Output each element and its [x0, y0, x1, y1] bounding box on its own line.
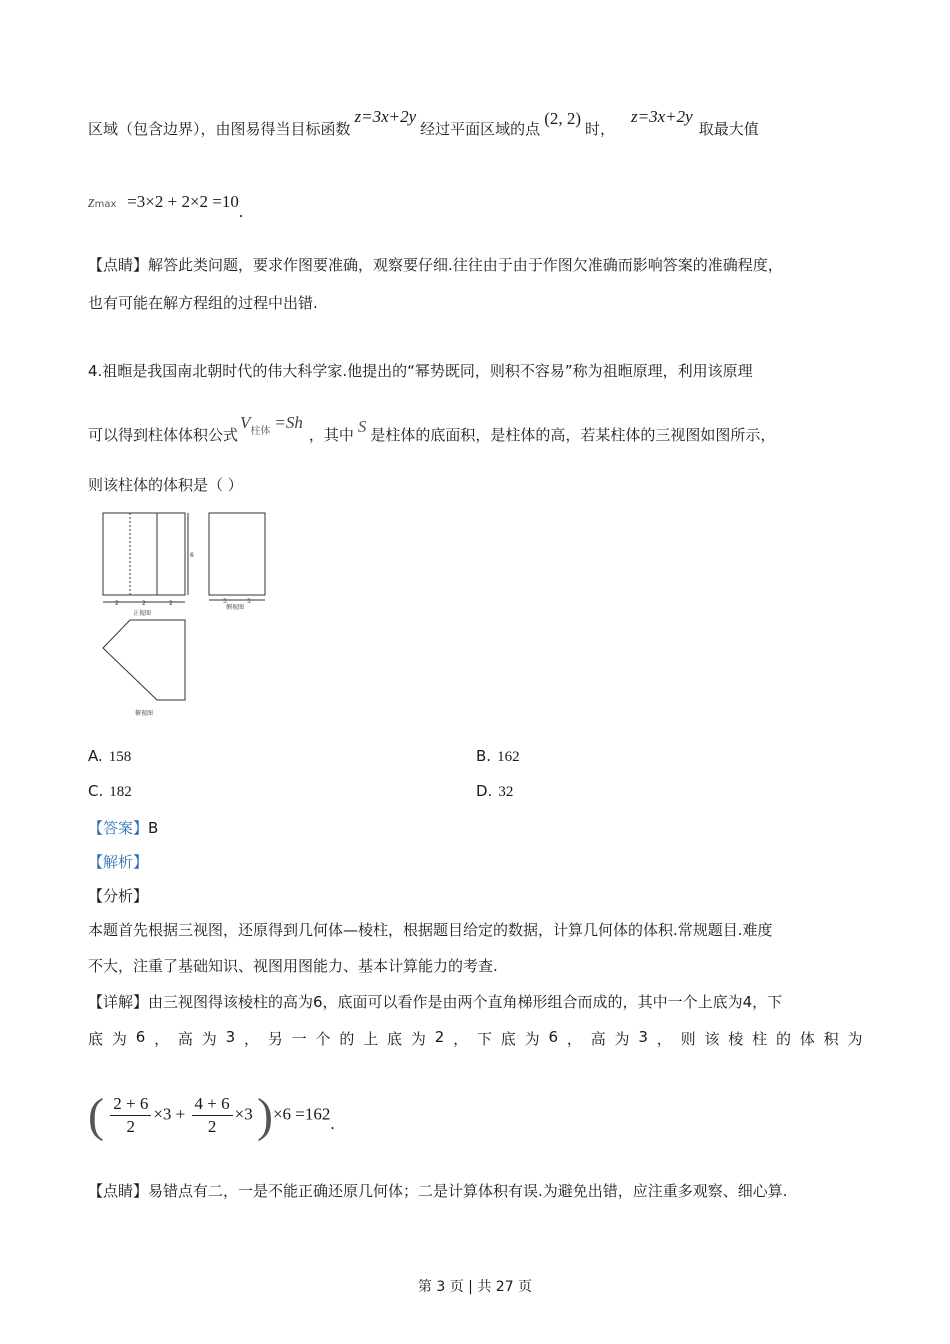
top-view-label: 俯视图	[135, 710, 154, 717]
detail-char: ，	[566, 1030, 582, 1048]
detail-char: 为	[614, 1030, 630, 1048]
note-tag: 【点睛】	[88, 256, 149, 274]
detail-char: 下	[476, 1030, 492, 1048]
max-subscript: max	[94, 199, 117, 210]
detail-char: 为	[524, 1030, 540, 1048]
text-segment: 可以得到柱体体积公式	[88, 426, 239, 444]
detail-char: 柱	[752, 1030, 768, 1048]
detail-char: 该	[704, 1030, 720, 1048]
fraction-denominator: 2	[207, 1117, 217, 1136]
fraction-numerator: 4 + 6	[192, 1094, 233, 1116]
objective-function: z=3x+2y	[354, 107, 417, 126]
note-1-line-2: 也有可能在解方程组的过程中出错.	[88, 294, 318, 312]
question-4-line-1: 4.祖暅是我国南北朝时代的伟大科学家.他提出的“幂势既同，则积不容易”称为祖暅原理，利用该原理	[88, 362, 753, 380]
formula-term: ×3 +	[153, 1104, 186, 1124]
detail-text: 由三视图得该棱柱的高为6，底面可以看作是由两个直角梯形组合而成的，其中一个上底为4，下	[148, 993, 783, 1011]
fenxi-line-1: 本题首先根据三视图，还原得到几何体—棱柱，根据题目给定的数据，计算几何体的体积.常规题目.难度	[88, 921, 773, 939]
detail-char: ，	[656, 1030, 672, 1048]
detail-char: 6	[548, 1028, 559, 1046]
question-4-line-2	[88, 413, 776, 445]
detail-char: 底	[387, 1030, 403, 1048]
zmax-expression: =3×2 + 2×2 =10	[127, 192, 239, 211]
option-c[interactable]	[88, 782, 132, 801]
front-view-outline	[103, 513, 185, 595]
detail-char: 6	[135, 1028, 146, 1046]
detail-line-1	[88, 991, 782, 1012]
side-view-label: 侧视图	[226, 604, 245, 611]
option-value: 182	[109, 784, 132, 800]
front-dim-2: 2	[142, 600, 146, 607]
left-paren: (	[88, 1089, 104, 1142]
front-dim-3: 2	[169, 600, 173, 607]
volume-calculation	[88, 1088, 335, 1143]
front-view-label: 正视图	[133, 610, 152, 617]
detail-char: ，	[154, 1030, 170, 1048]
detail-line-2	[88, 1028, 863, 1049]
detail-char: 的	[339, 1030, 355, 1048]
detail-char: 3	[638, 1028, 648, 1046]
formula-result: ×6 =162	[272, 1104, 331, 1124]
note-2-line	[88, 1180, 788, 1201]
detail-char: 积	[823, 1030, 839, 1048]
option-a[interactable]	[88, 747, 131, 766]
formula-term: ×3	[234, 1104, 253, 1124]
answer-value: B	[148, 819, 159, 837]
option-letter: B.	[476, 747, 492, 765]
text-segment: 区域（包含边界），由图易得当目标函数	[88, 120, 351, 138]
detail-char: 上	[363, 1030, 379, 1048]
volume-subscript: 柱体	[250, 426, 271, 437]
period: .	[238, 202, 244, 221]
detail-char: 高	[177, 1030, 193, 1048]
question-4-line-3: 则该柱体的体积是（ ）	[88, 476, 243, 494]
detail-char: 2	[434, 1028, 445, 1046]
detail-char: 为	[847, 1030, 863, 1048]
option-d[interactable]	[476, 782, 513, 801]
period: .	[330, 1114, 335, 1134]
point-coordinate: (2, 2)	[544, 109, 582, 128]
option-value: 32	[498, 784, 514, 800]
side-dim-1: 3	[223, 598, 227, 605]
objective-function: z=3x+2y	[631, 107, 693, 126]
detail-char: 另	[267, 1030, 283, 1048]
detail-char: 为	[111, 1030, 127, 1048]
detail-char: 体	[799, 1030, 815, 1048]
option-letter: C.	[88, 782, 104, 800]
text-segment: 取最大值	[698, 120, 759, 138]
detail-char: 底	[500, 1030, 516, 1048]
fraction-numerator: 2 + 6	[110, 1094, 151, 1116]
answer-tag: 【答案】	[88, 819, 149, 837]
detail-char: 底	[88, 1030, 104, 1048]
text-segment: 经过平面区域的点	[420, 120, 541, 138]
front-dim-1: 2	[115, 600, 119, 607]
note-text: 易错点有二，一是不能正确还原几何体；二是计算体积有误.为避免出错，应注重多观察、细心算.	[148, 1182, 788, 1200]
note-1-line-1	[88, 254, 783, 275]
detail-char: 为	[201, 1030, 217, 1048]
top-view-outline	[103, 620, 185, 700]
note-text: 解答此类问题，要求作图要准确，观察要仔细.往往由于由于作图欠准确而影响答案的准确程度，	[148, 256, 783, 274]
fraction-denominator: 2	[126, 1117, 136, 1136]
fenxi-tag: 【分析】	[88, 887, 149, 905]
volume-symbol: V	[240, 413, 251, 432]
answer-line	[88, 817, 158, 838]
option-b[interactable]	[476, 747, 520, 766]
page-footer: 第 3 页 | 共 27 页	[417, 1279, 533, 1295]
para-region-line	[88, 107, 759, 139]
fraction-1	[110, 1094, 151, 1137]
detail-char: 棱	[728, 1030, 744, 1048]
detail-char: 3	[225, 1028, 236, 1046]
option-value: 158	[108, 749, 132, 765]
detail-char: ，	[453, 1030, 469, 1048]
height-label: 6	[190, 552, 194, 559]
text-segment: 是柱体的底面积，是柱体的高，若某柱体的三视图如图所示，	[370, 426, 776, 444]
detail-char: 高	[590, 1030, 606, 1048]
right-paren: )	[256, 1089, 273, 1142]
text-segment: 时，	[585, 120, 616, 138]
option-value: 162	[497, 749, 520, 765]
text-segment: ，其中	[308, 426, 354, 444]
side-dim-2: 3	[247, 598, 251, 605]
area-symbol: S	[357, 417, 367, 436]
three-view-figure	[95, 505, 275, 720]
option-letter: D.	[476, 782, 493, 800]
detail-char: 一	[291, 1030, 307, 1048]
volume-formula: =Sh	[274, 413, 303, 432]
detail-char: 为	[410, 1030, 426, 1048]
fenxi-line-2: 不大，注重了基础知识、视图用图能力、基本计算能力的考查.	[88, 957, 498, 975]
analysis-tag: 【解析】	[88, 853, 149, 871]
detail-char: 则	[680, 1030, 696, 1048]
fraction-2	[192, 1094, 233, 1137]
detail-char: 的	[775, 1030, 791, 1048]
note-tag: 【点睛】	[88, 1182, 149, 1200]
side-view-outline	[209, 513, 265, 595]
detail-tag: 【详解】	[88, 993, 149, 1011]
detail-char: 个	[315, 1030, 331, 1048]
z-symbol: z	[88, 192, 95, 211]
detail-char: ，	[243, 1030, 259, 1048]
option-letter: A.	[88, 747, 103, 765]
zmax-equation	[88, 192, 244, 221]
